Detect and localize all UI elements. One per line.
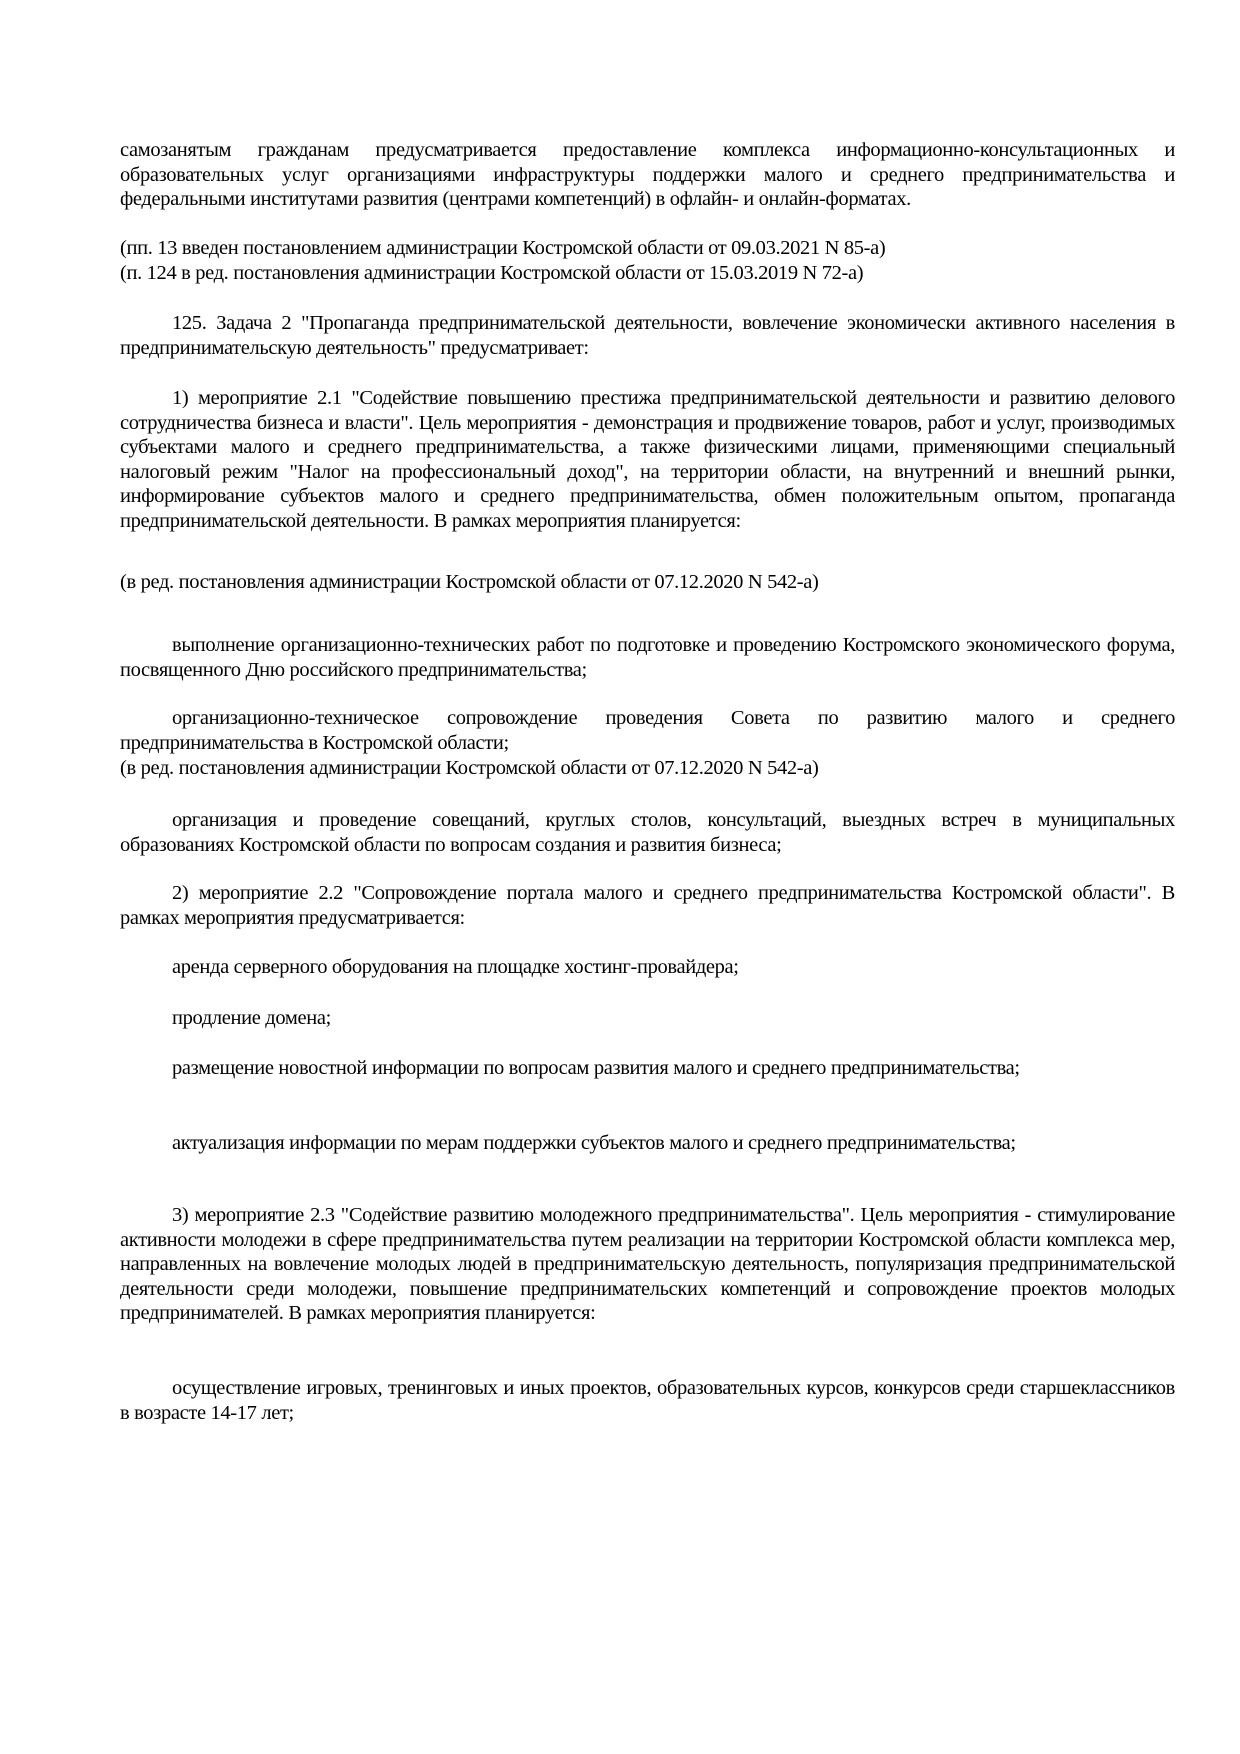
list-item: размещение новостной информации по вопросам развития малого и среднего предпринимательства; <box>172 1057 1020 1079</box>
list-item: осуществление игровых, тренинговых и иных проектов, образовательных курсов, конкурсов среди старшеклассников в возрасте 14-17 лет; <box>120 1377 1175 1424</box>
amendment-note: (п. 124 в ред. постановления администрации Костромской области от 15.03.2019 N 72-а) <box>120 262 864 284</box>
paragraph-measure-2-1: 1) мероприятие 2.1 "Содействие повышению престижа предпринимательской деятельности и развитию делового сотрудничества бизнеса и власти". Цель мероприятия - демонстрация и продвижение товаров, работ и услуг, производимых субъектами малого и среднего предпринимательства, а также физическими лицами, применяющими специальный налоговый режим "Налог на профессиональный доход", на территории области, на внутренний и внешний рынки, информирование субъектов малого и среднего предпринимательства, обмен положительным опытом, пропаганда предпринимательской деятельности. В рамках мероприятия планируется: <box>120 387 1175 532</box>
list-item: аренда серверного оборудования на площадке хостинг-провайдера; <box>172 956 739 978</box>
amendment-note: (в ред. постановления администрации Костромской области от 07.12.2020 N 542-а) <box>120 757 819 779</box>
amendment-note: (в ред. постановления администрации Костромской области от 07.12.2020 N 542-а) <box>120 571 819 593</box>
paragraph-measure-2-3: 3) мероприятие 2.3 "Содействие развитию молодежного предпринимательства". Цель мероприятия - стимулирование активности молодежи в сфере предпринимательства путем реализации на территории Костромской области комплекса мер, направленных на вовлечение молодых людей в предпринимательскую деятельность, популяризация предпринимательской деятельности среди молодежи, повышение предпринимательских компетенций и сопровождение проектов молодых предпринимателей. В рамках мероприятия планируется: <box>120 1204 1175 1325</box>
amendment-note: (пп. 13 введен постановлением администрации Костромской области от 09.03.2021 N 85-а) <box>120 237 886 259</box>
paragraph-125-task-2: 125. Задача 2 "Пропаганда предпринимательской деятельности, вовлечение экономически активного населения в предпринимательскую деятельность" предусматривает: <box>120 312 1175 359</box>
paragraph-self-employed-support: самозанятым гражданам предусматривается предоставление комплекса информационно-консультационных и образовательных услуг организациями инфраструктуры поддержки малого и среднего предпринимательства и федеральными институтами развития (центрами компетенций) в офлайн- и онлайн-форматах. <box>120 139 1175 211</box>
paragraph-measure-2-2: 2) мероприятие 2.2 "Сопровождение портала малого и среднего предпринимательства Костромской области". В рамках мероприятия предусматривается: <box>120 882 1175 929</box>
list-item: организация и проведение совещаний, круглых столов, консультаций, выездных встреч в муниципальных образованиях Костромской области по вопросам создания и развития бизнеса; <box>120 809 1175 856</box>
list-item: продление домена; <box>172 1007 331 1029</box>
list-item: выполнение организационно-технических работ по подготовке и проведению Костромского экономического форума, посвященного Дню российского предпринимательства; <box>120 634 1175 681</box>
list-item: актуализация информации по мерам поддержки субъектов малого и среднего предпринимательства; <box>172 1132 1016 1154</box>
list-item: организационно-техническое сопровождение проведения Совета по развитию малого и среднего предпринимательства в Костромской области; <box>120 707 1175 754</box>
